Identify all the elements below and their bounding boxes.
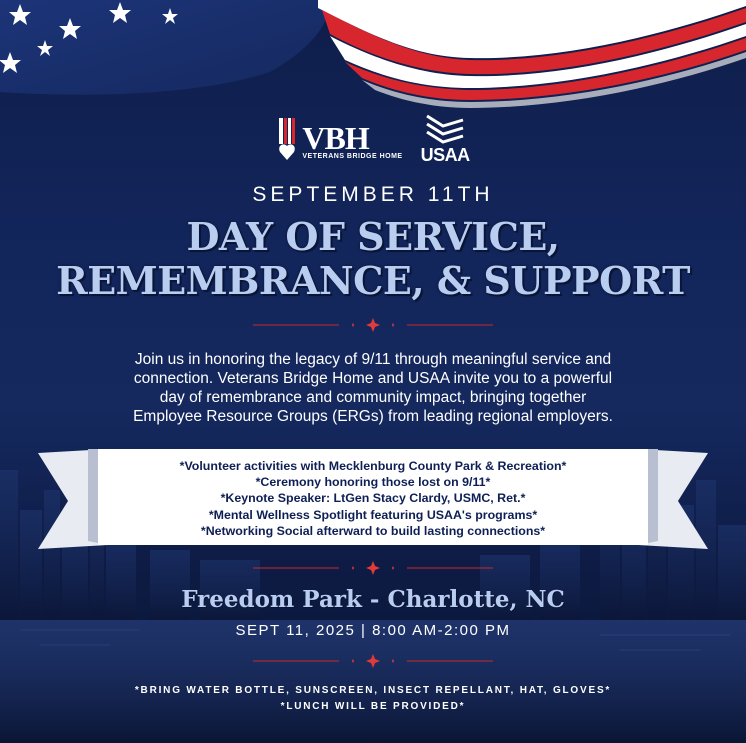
intro-paragraph — [75, 350, 671, 426]
star-divider-top — [253, 318, 493, 332]
highlights-list — [98, 458, 648, 539]
highlight-item: *Keynote Speaker: LtGen Stacy Clardy, USMC, Ret.* — [220, 491, 526, 506]
intro-line-2: connection. Veterans Bridge Home and USAA invite you to a powerful — [133, 370, 613, 387]
sponsor-logos — [0, 112, 746, 164]
headline-line-2: REMEMBRANCE, & SUPPORT — [56, 258, 690, 303]
star-divider-bottom — [253, 654, 493, 668]
highlights-ribbon — [38, 449, 708, 549]
vbh-wordmark: VBH — [302, 119, 369, 156]
intro-line-3: day of remembrance and community impact, bringing together — [159, 389, 587, 406]
event-datetime: SEPT 11, 2025 | 8:00 AM-2:00 PM — [235, 622, 511, 639]
highlight-item: *Volunteer activities with Mecklenburg County Park & Recreation* — [179, 459, 567, 473]
highlight-item: *Networking Social afterward to build lasting connections* — [200, 523, 546, 538]
usaa-logo — [421, 112, 470, 164]
vbh-tagline: VETERANS BRIDGE HOME — [302, 152, 403, 160]
star-divider-middle — [253, 561, 493, 575]
highlight-item: *Mental Wellness Spotlight featuring USAA's programs* — [208, 507, 538, 522]
eagle-icon — [423, 112, 467, 146]
intro-line-4: Employee Resource Groups (ERGs) from leading regional employers. — [133, 408, 613, 425]
event-venue: Freedom Park - Charlotte, NC — [181, 586, 565, 613]
american-flag-banner — [0, 0, 746, 110]
highlight-item: *Ceremony honoring those lost on 9/11* — [255, 475, 491, 490]
vbh-logo — [276, 118, 402, 164]
lunch-note: *LUNCH WILL BE PROVIDED* — [280, 701, 466, 712]
intro-line-1: Join us in honoring the legacy of 9/11 through meaningful service and — [134, 351, 612, 368]
usaa-wordmark: USAA — [420, 145, 470, 165]
event-date-kicker: SEPTEMBER 11TH — [252, 183, 494, 206]
bring-items-note: *BRING WATER BOTTLE, SUNSCREEN, INSECT REPELLANT, HAT, GLOVES* — [134, 685, 612, 696]
medal-ribbon-icon — [276, 118, 298, 164]
headline-line-1: DAY OF SERVICE, — [186, 214, 560, 259]
